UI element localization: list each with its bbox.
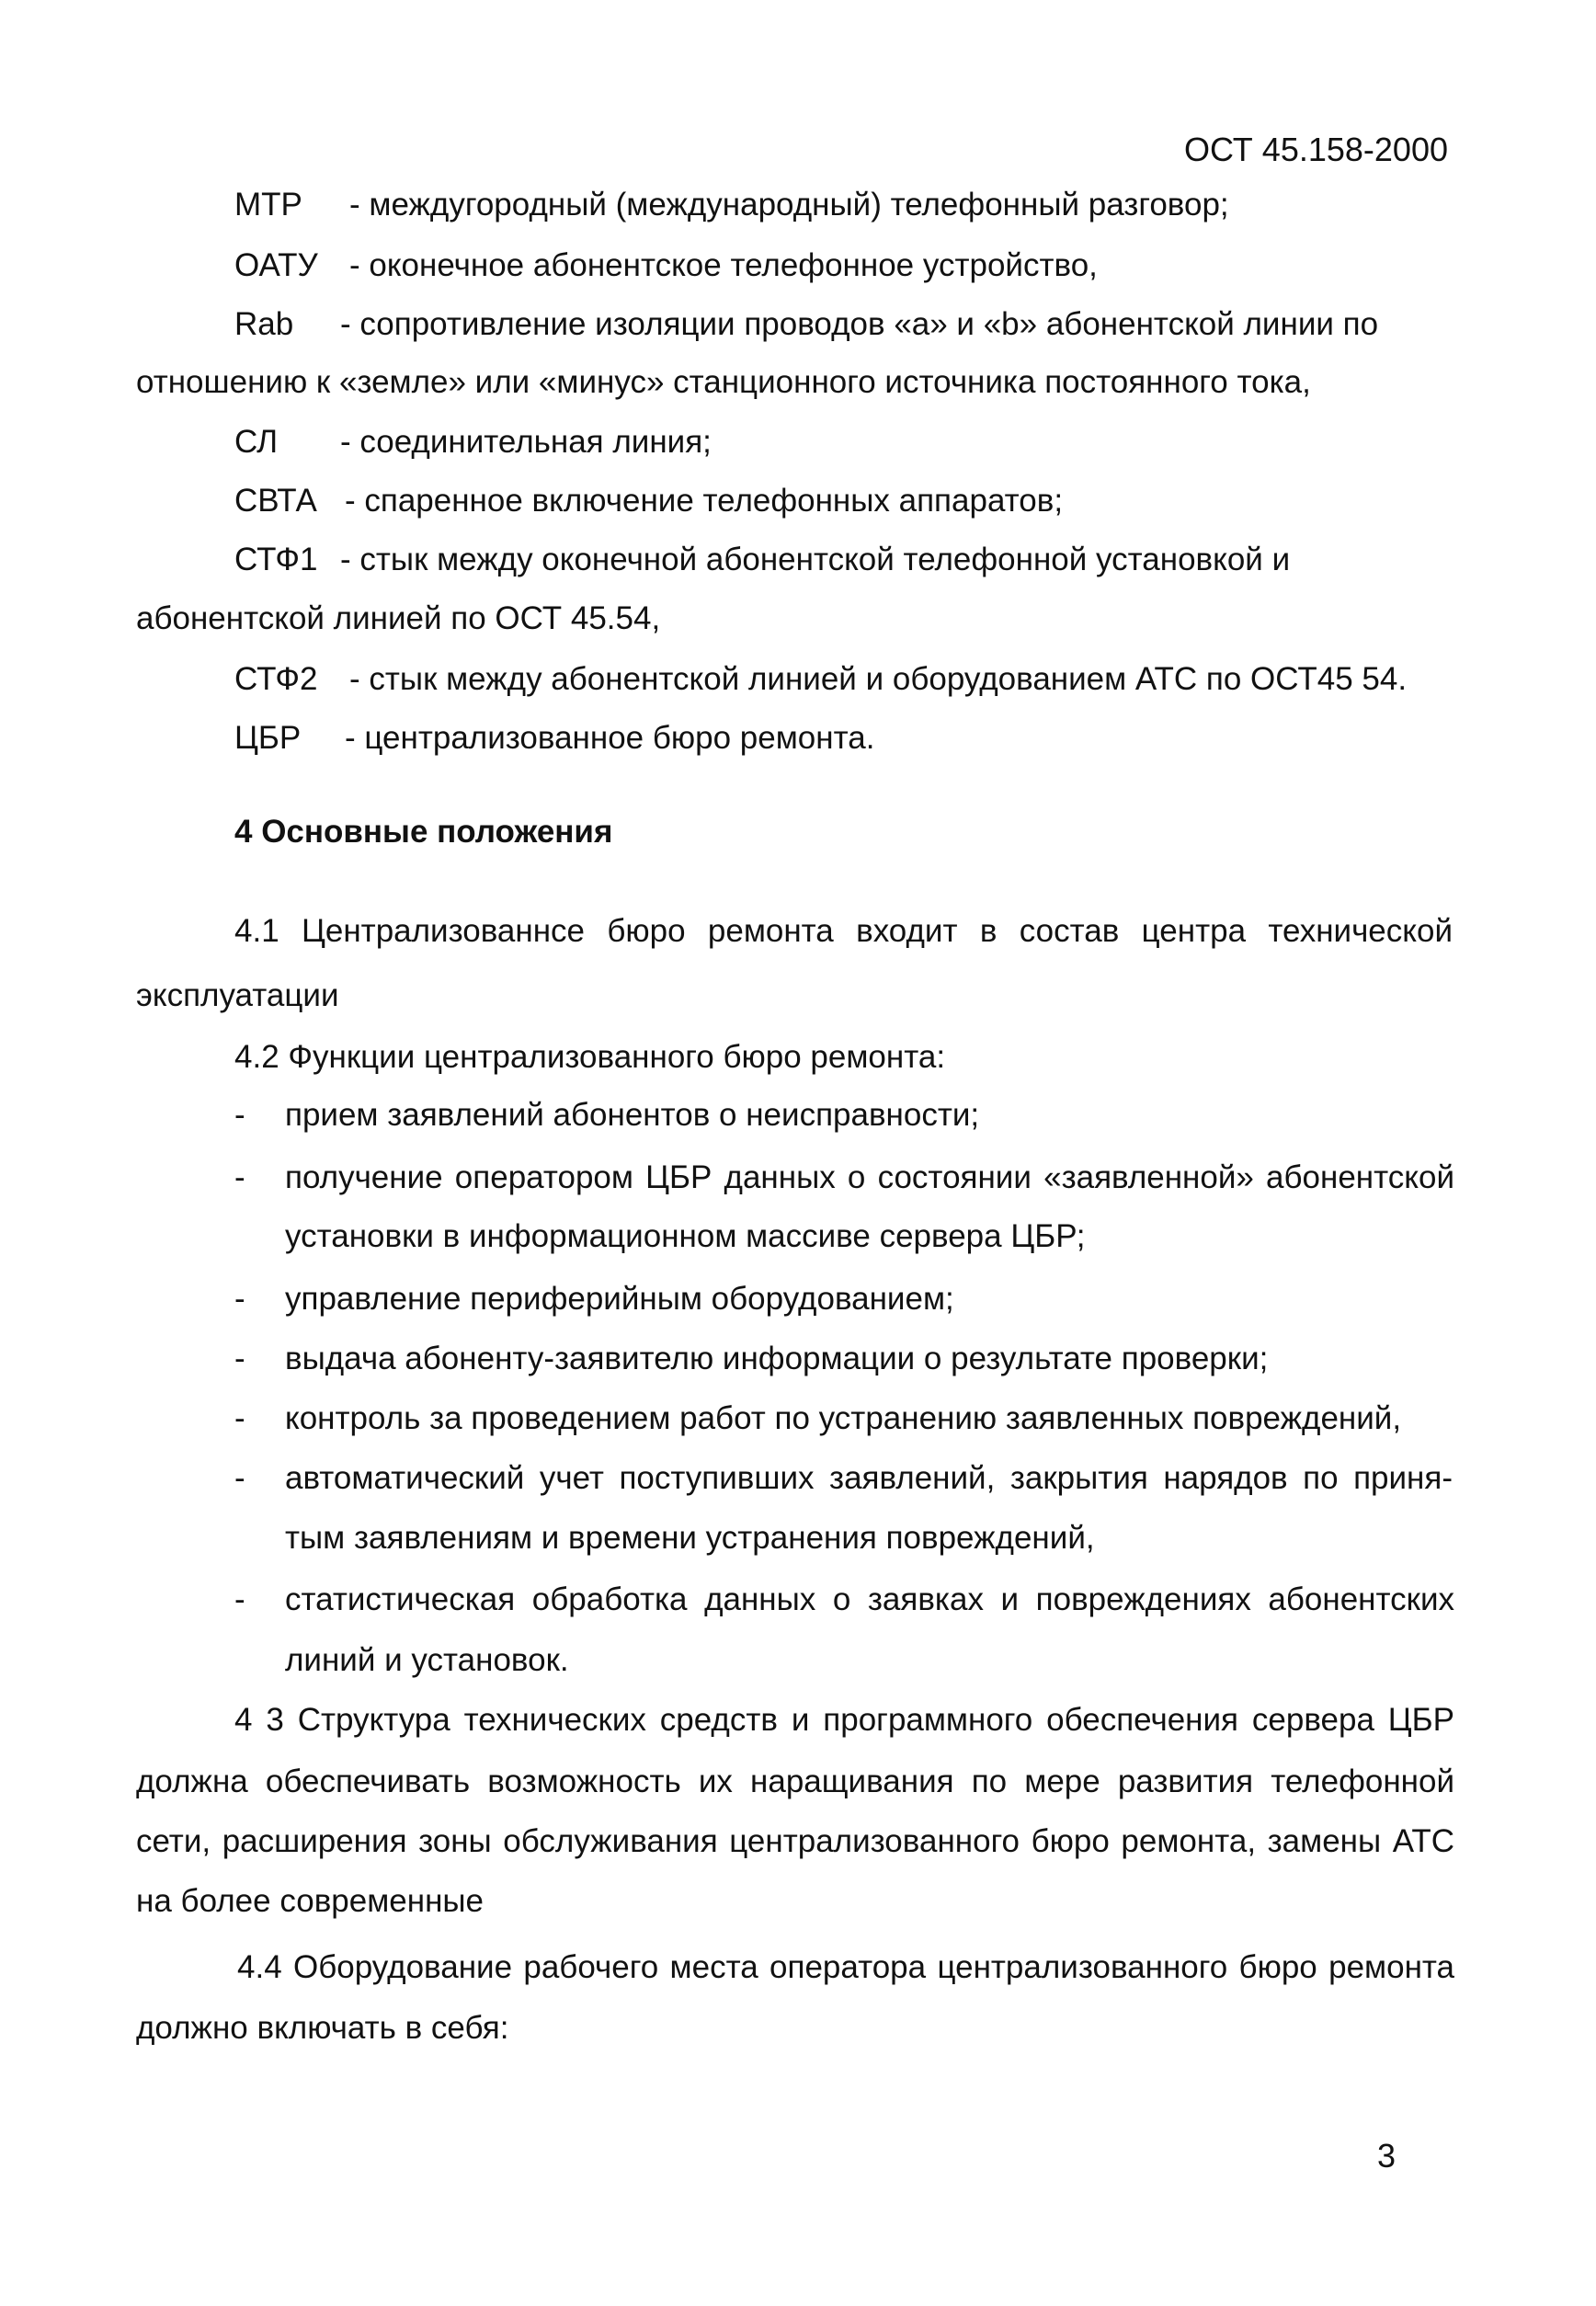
abbr-desc-continuation: отношению к «земле» или «минус» станционного источника постоянного тока, <box>136 364 1311 400</box>
list-bullet: - <box>234 1400 245 1436</box>
abbr-desc: - междугородный (международный) телефонный разговор; <box>349 187 1229 223</box>
abbr-term: ЦБР <box>234 720 302 756</box>
abbr-desc: - соединительная линия; <box>340 424 712 460</box>
abbr-desc: - сопротивление изоляции проводов «a» и «b» абонентской линии по <box>340 306 1379 342</box>
paragraph-4-3-line: должна обеспечивать возможность их наращивания по мере развития телефонной <box>136 1764 1454 1799</box>
paragraph-4-3-line: 4 3 Структура технических средств и программного обеспечения сервера ЦБР <box>234 1702 1454 1738</box>
paragraph-4-4-line: должно включать в себя: <box>136 2010 509 2046</box>
abbr-desc-continuation: абонентской линией по ОСТ 45.54, <box>136 600 661 636</box>
section-heading: 4 Основные положения <box>234 814 613 850</box>
list-item: выдача абоненту-заявителю информации о результате проверки; <box>285 1341 1269 1376</box>
list-bullet: - <box>234 1581 245 1617</box>
list-item: контроль за проведением работ по устранению заявленных повреждений, <box>285 1400 1402 1436</box>
paragraph-4-3-line: сети, расширения зоны обслуживания централизованного бюро ремонта, замены АТС <box>136 1823 1454 1859</box>
paragraph-4-1-line: эксплуатации <box>136 977 339 1013</box>
abbr-desc: - стык между оконечной абонентской телефонной установкой и <box>340 542 1291 577</box>
list-item: прием заявлений абонентов о неисправности; <box>285 1097 980 1133</box>
list-item: статистическая обработка данных о заявках и повреждениях абонентских <box>285 1581 1454 1617</box>
doc-code: ОСТ 45.158-2000 <box>1184 131 1448 168</box>
abbr-desc: - централизованное бюро ремонта. <box>345 720 875 756</box>
list-bullet: - <box>234 1281 245 1317</box>
list-item: получение оператором ЦБР данных о состоянии «заявленной» абонентской <box>285 1159 1454 1195</box>
list-bullet: - <box>234 1159 245 1195</box>
abbr-desc: - стык между абонентской линией и оборудованием АТС по ОСТ45 54. <box>349 661 1408 697</box>
abbr-term: ОАТУ <box>234 247 318 283</box>
paragraph-4-1-line: 4.1 Централизованнсе бюро ремонта входит в состав центра технической <box>234 913 1453 949</box>
list-item-continuation: линий и установок. <box>285 1642 569 1678</box>
list-bullet: - <box>234 1460 245 1496</box>
abbr-term: СЛ <box>234 424 279 460</box>
abbr-term: МТР <box>234 187 302 223</box>
paragraph-4-3-line: на более современные <box>136 1883 484 1919</box>
list-item-continuation: установки в информационном массиве сервера ЦБР; <box>285 1218 1086 1254</box>
abbr-term: Rab <box>234 306 294 342</box>
list-bullet: - <box>234 1097 245 1133</box>
abbr-desc: - спаренное включение телефонных аппаратов; <box>345 483 1064 519</box>
abbr-term: СВТА <box>234 483 317 519</box>
paragraph-4-2-title: 4.2 Функции централизованного бюро ремонта: <box>234 1039 946 1075</box>
abbr-desc: - оконечное абонентское телефонное устройство, <box>349 247 1098 283</box>
list-item: управление периферийным оборудованием; <box>285 1281 954 1317</box>
paragraph-4-4-line: 4.4 Оборудование рабочего места оператора централизованного бюро ремонта <box>237 1949 1454 1985</box>
list-item: автоматический учет поступивших заявлений, закрытия нарядов по приня- <box>285 1460 1453 1496</box>
list-item-continuation: тым заявлениям и времени устранения повреждений, <box>285 1520 1095 1556</box>
abbr-term: СТФ1 <box>234 542 318 577</box>
list-bullet: - <box>234 1341 245 1376</box>
page-number: 3 <box>1377 2137 1396 2175</box>
abbr-term: СТФ2 <box>234 661 318 697</box>
